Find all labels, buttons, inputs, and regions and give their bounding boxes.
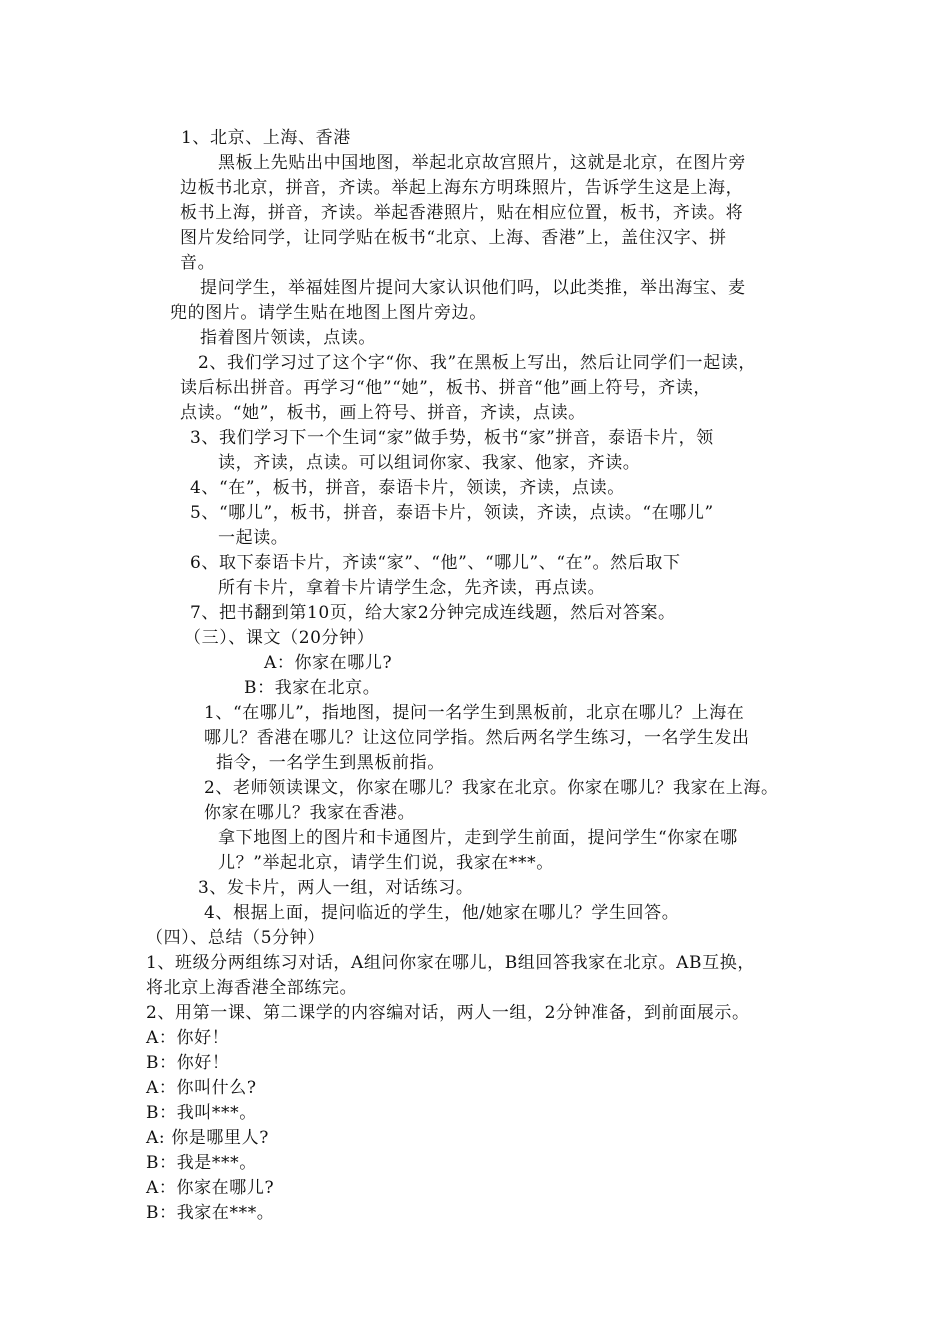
heading-1: 1、北京、上海、香港 xyxy=(181,128,351,148)
paragraph-line: 点读。“她”，板书，画上符号、拼音，齐读，点读。 xyxy=(180,403,586,423)
dialogue-line: B：你好！ xyxy=(146,1053,230,1073)
paragraph-line: 音。 xyxy=(180,253,216,273)
dialogue-line: A: 你是哪里人? xyxy=(146,1128,269,1148)
paragraph-line: 所有卡片，拿着卡片请学生念，先齐读，再点读。 xyxy=(218,578,606,598)
paragraph-line: 读后标出拼音。再学习“他”“她”，板书、拼音“他”画上符号，齐读， xyxy=(180,378,711,398)
paragraph-line: 3、发卡片，两人一组，对话练习。 xyxy=(198,878,474,898)
paragraph-line: 哪儿？香港在哪儿？让这位同学指。然后两名学生练习，一名学生发出 xyxy=(204,728,750,748)
paragraph-line: 4、“在”，板书，拼音，泰语卡片，领读，齐读，点读。 xyxy=(190,478,625,498)
paragraph-line: 7、把书翻到第10页，给大家2分钟完成连线题，然后对答案。 xyxy=(190,603,676,623)
paragraph-line: 黑板上先贴出中国地图，举起北京故宫照片，这就是北京，在图片旁 xyxy=(218,153,746,173)
paragraph-line: 2、我们学习过了这个字“你、我”在黑板上写出，然后让同学们一起读， xyxy=(198,353,756,373)
dialogue-line: A：你家在哪儿? xyxy=(146,1178,275,1198)
paragraph-line: 拿下地图上的图片和卡通图片，走到学生前面，提问学生“你家在哪 xyxy=(218,828,738,848)
paragraph-line: 将北京上海香港全部练完。 xyxy=(146,978,358,998)
paragraph-line: 图片发给同学，让同学贴在板书“北京、上海、香港”上，盖住汉字、拼 xyxy=(180,228,727,248)
paragraph-line: 1、班级分两组练习对话，A组问你家在哪儿，B组回答我家在北京。AB互换， xyxy=(146,953,755,973)
dialogue-line: A：你家在哪儿? xyxy=(264,653,393,673)
section-heading: （四）、总结（5分钟） xyxy=(146,928,325,948)
paragraph-line: 指令，一名学生到黑板前指。 xyxy=(216,753,445,773)
paragraph-line: 兜的图片。请学生贴在地图上图片旁边。 xyxy=(170,303,487,323)
paragraph-line: 指着图片领读，点读。 xyxy=(200,328,376,348)
paragraph-line: 你家在哪儿？我家在香港。 xyxy=(204,803,416,823)
paragraph-line: 5、“哪儿”，板书，拼音，泰语卡片，领读，齐读，点读。“在哪儿” xyxy=(190,503,714,523)
dialogue-line: A：你叫什么? xyxy=(146,1078,257,1098)
paragraph-line: 儿？”举起北京，请学生们说，我家在***。 xyxy=(218,853,554,873)
paragraph-line: 2、老师领读课文，你家在哪儿？我家在北京。你家在哪儿？我家在上海。 xyxy=(204,778,779,798)
paragraph-line: 板书上海，拼音，齐读。举起香港照片，贴在相应位置，板书，齐读。将 xyxy=(180,203,744,223)
paragraph-line: 6、取下泰语卡片，齐读“家”、“他”、“哪儿”、“在”。然后取下 xyxy=(190,553,681,573)
paragraph-line: 边板书北京，拼音，齐读。举起上海东方明珠照片，告诉学生这是上海， xyxy=(180,178,744,198)
dialogue-line: B：我是***。 xyxy=(146,1153,257,1173)
paragraph-line: 1、“在哪儿”，指地图，提问一名学生到黑板前，北京在哪儿？上海在 xyxy=(204,703,745,723)
dialogue-line: B：我家在***。 xyxy=(146,1203,275,1223)
paragraph-line: 一起读。 xyxy=(218,528,289,548)
paragraph-line: 2、用第一课、第二课学的内容编对话，两人一组，2分钟准备，到前面展示。 xyxy=(146,1003,750,1023)
section-heading: （三）、课文（20分钟） xyxy=(184,628,375,648)
dialogue-line: A：你好！ xyxy=(146,1028,230,1048)
paragraph-line: 提问学生，举福娃图片提问大家认识他们吗，以此类推，举出海宝、麦 xyxy=(200,278,746,298)
dialogue-line: B：我叫***。 xyxy=(146,1103,257,1123)
paragraph-line: 3、我们学习下一个生词“家”做手势，板书“家”拼音，泰语卡片，领 xyxy=(190,428,714,448)
dialogue-line: B：我家在北京。 xyxy=(244,678,381,698)
paragraph-line: 4、根据上面，提问临近的学生，他/她家在哪儿？学生回答。 xyxy=(204,903,680,923)
paragraph-line: 读，齐读，点读。可以组词你家、我家、他家，齐读。 xyxy=(218,453,641,473)
